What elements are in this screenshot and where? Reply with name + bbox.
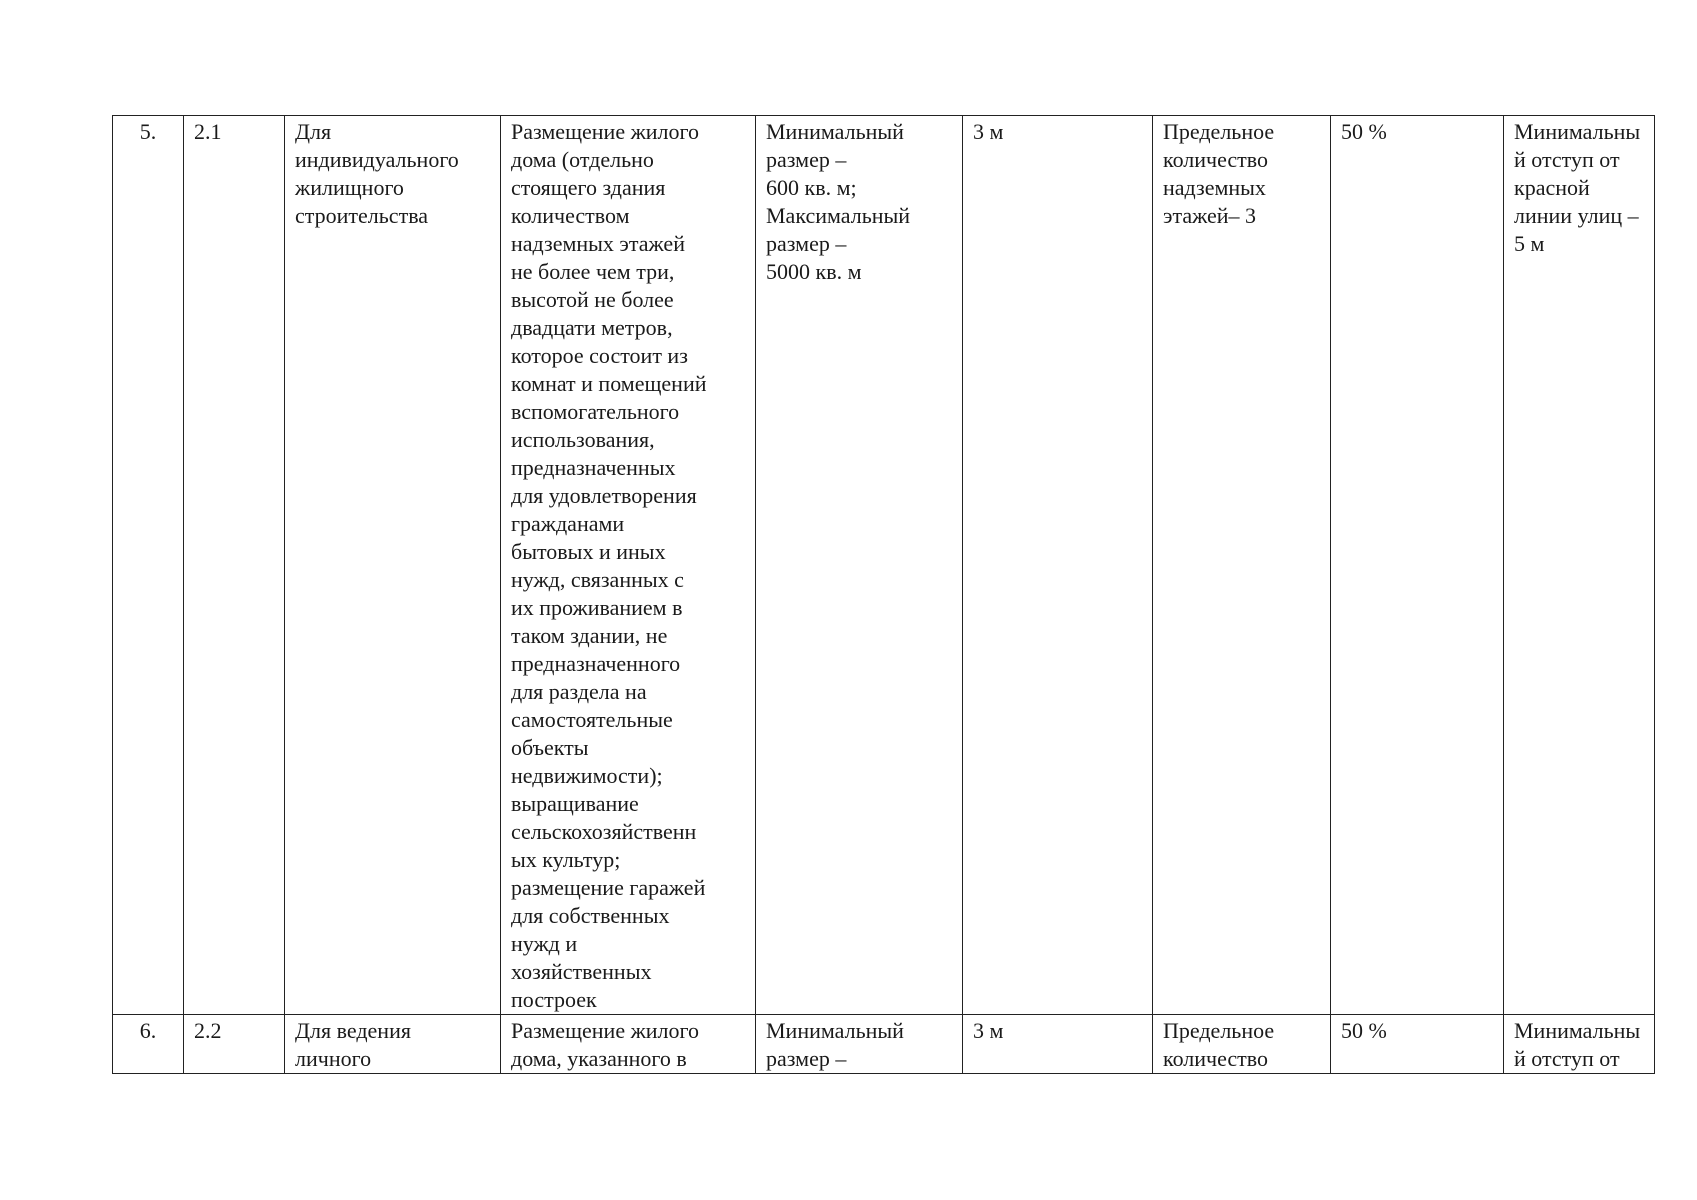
plot-size-limits: Минимальный размер – 600 кв. м; Максимальный размер – 5000 кв. м	[756, 116, 963, 1015]
zoning-regulations-table	[112, 115, 1655, 1074]
min-setback: 3 м	[963, 116, 1153, 1015]
row-number: 5.	[113, 116, 184, 1015]
use-name: Для индивидуального жилищного строительства	[285, 116, 501, 1015]
floor-limit: Предельное количество	[1153, 1015, 1331, 1074]
red-line-setback: Минимальны й отступ от красной линии улиц – 5 м	[1504, 116, 1655, 1015]
use-description: Размещение жилого дома, указанного в	[501, 1015, 756, 1074]
floor-limit: Предельное количество надземных этажей– 3	[1153, 116, 1331, 1015]
max-coverage: 50 %	[1331, 1015, 1504, 1074]
use-code: 2.2	[184, 1015, 285, 1074]
table-row	[113, 116, 1655, 1015]
use-code: 2.1	[184, 116, 285, 1015]
max-coverage: 50 %	[1331, 116, 1504, 1015]
red-line-setback: Минимальны й отступ от	[1504, 1015, 1655, 1074]
use-name: Для ведения личного	[285, 1015, 501, 1074]
plot-size-limits: Минимальный размер –	[756, 1015, 963, 1074]
row-number: 6.	[113, 1015, 184, 1074]
table-row	[113, 1015, 1655, 1074]
use-description: Размещение жилого дома (отдельно стоящего здания количеством надземных этажей не более чем три, высотой не более двадцати метров, которое состоит из комнат и помещений вспомогательного использования, предназначенных для удовлетворения гражданами бытовых и иных нужд, связанных с их проживанием в таком здании, не предназначенного для раздела на самостоятельные объекты недвижимости); выращивание сельскохозяйственн ых культур; размещение гаражей для собственных нужд и хозяйственных построек	[501, 116, 756, 1015]
min-setback: 3 м	[963, 1015, 1153, 1074]
